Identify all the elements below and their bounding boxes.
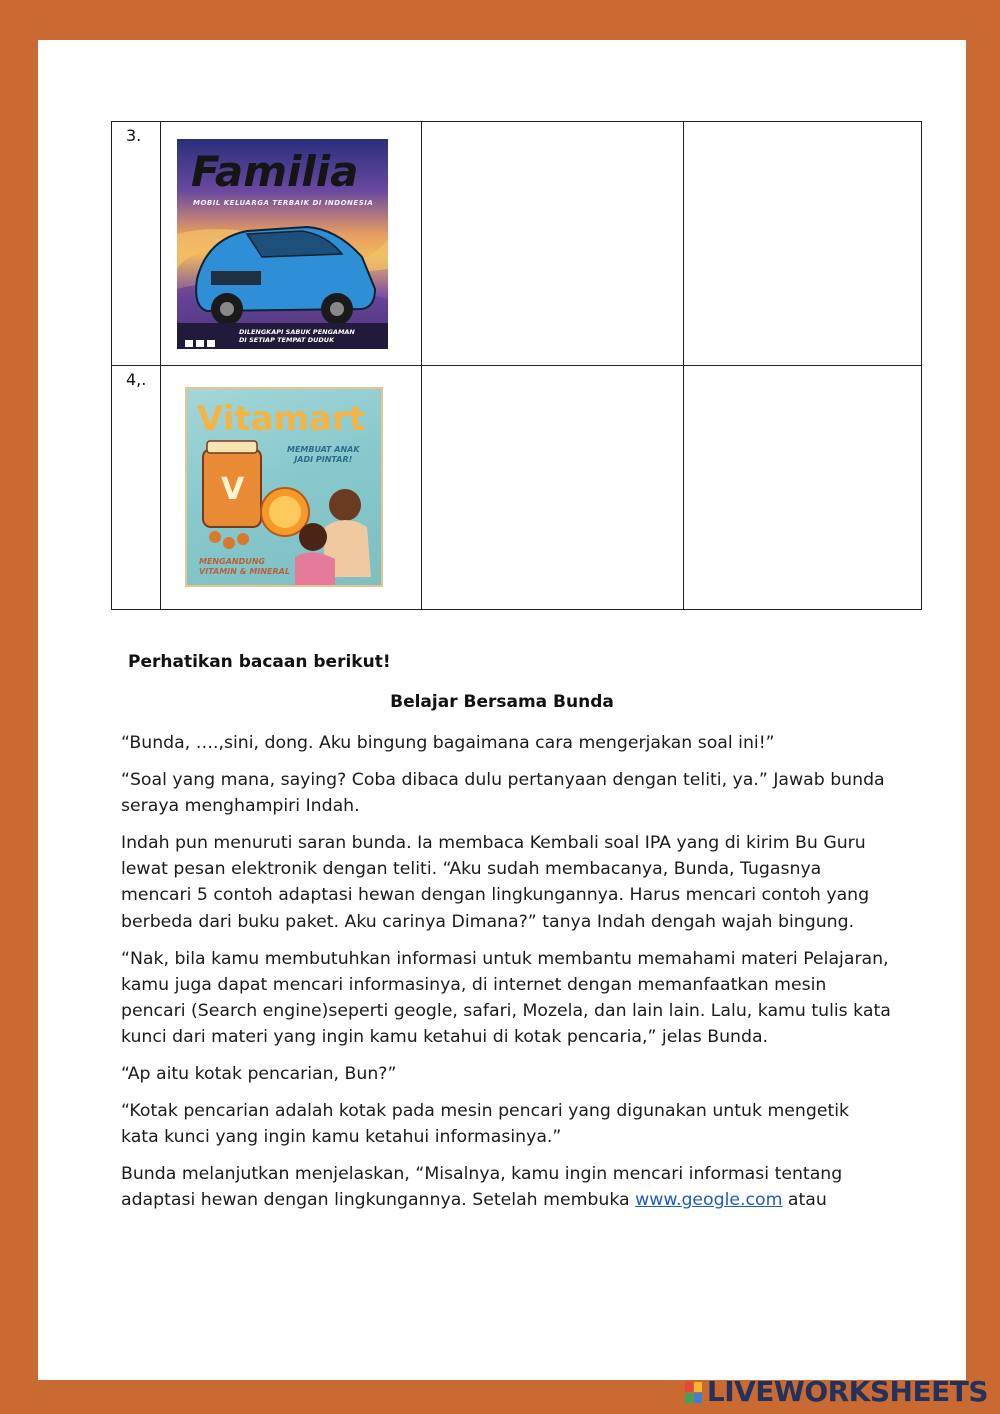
vitamart-brand: Vitamart [197,399,365,439]
answer-cell[interactable] [684,366,922,610]
worksheet-page [38,40,966,1380]
watermark-text: LIVEWORKSHEETS [706,1375,988,1408]
familia-tagline: MOBIL KELUARGA TERBAIK DI INDONESIA [193,199,374,207]
image-cell [161,366,422,610]
paragraph [121,1161,891,1214]
paragraph-text: atau [782,1190,827,1211]
vitamart-tagline [287,445,360,465]
answer-cell[interactable] [422,122,684,366]
paragraph: Indah pun menuruti saran bunda. Ia membaca Kembali soal IPA yang di kirim Bu Guru lewat pesan elektronik dengan teliti. “Aku sudah membacanya, Bunda, Tugasnya mencari 5 contoh adaptasi hewan dengan lingkungannya. Harus mencari contoh yang berbeda dari buku paket. Aku carinya Dimana?” tanya Indah dengah wajah bingung. [121,832,870,932]
geogle-link[interactable]: www.geogle.com [635,1190,783,1211]
paragraph-text: Bunda melanjutkan menjelaskan, “Misalnya, kamu ingin mencari informasi tentang adaptasi hewan dengan lingkungannya. Setelah membuka [121,1164,843,1211]
table-row [112,366,922,610]
footer-line: VITAMIN & MINERAL [199,567,290,576]
row-number: 3. [112,122,161,366]
image-cell [161,122,422,366]
svg-text:V: V [221,472,245,507]
vitamart-footer-text [199,557,290,577]
familia-footer-text [239,328,355,344]
familia-brand: Familia [191,147,359,196]
tagline-line: MEMBUAT ANAK [287,445,360,454]
logo-icons [185,332,227,340]
paragraph: “Soal yang mana, saying? Coba dibaca dulu pertanyaan dengan teliti, ya.” Jawab bunda seraya menghampiri Indah. [121,769,885,817]
footer-line: DI SETIAP TEMPAT DUDUK [239,336,335,344]
tagline-line: JADI PINTAR! [294,455,353,464]
liveworksheets-watermark [685,1375,988,1408]
paragraph: “Ap aitu kotak pencarian, Bun?” [121,1064,397,1085]
footer-line: MENGANDUNG [199,557,265,566]
row-number: 4,. [112,366,161,610]
vitamart-poster [185,387,383,587]
footer-line: DILENGKAPI SABUK PENGAMAN [239,328,355,336]
familia-footer [177,323,388,349]
answer-cell[interactable] [422,366,684,610]
table-row [112,122,922,366]
familia-poster [177,139,388,349]
answer-table [111,121,922,610]
instruction-heading: Perhatikan bacaan berikut! [128,652,391,672]
story-body [121,730,891,1224]
liveworksheets-logo-icon [685,1382,703,1404]
answer-cell[interactable] [684,122,922,366]
paragraph: “Nak, bila kamu membutuhkan informasi untuk membantu memahami materi Pelajaran, kamu juga dapat mencari informasinya, di internet dengan memanfaatkan mesin pencari (Search engine)seperti geogle, safari, Mozela, dan lain lain. Lalu, kamu tulis kata kunci dari materi yang ingin kamu ketahui di kotak pencaria,” jelas Bunda. [121,948,891,1048]
story-title: Belajar Bersama Bunda [390,692,614,712]
paragraph: “Kotak pencarian adalah kotak pada mesin pencari yang digunakan untuk mengetik kata kunci yang ingin kamu ketahui informasinya.” [121,1101,850,1148]
paragraph: “Bunda, ….,sini, dong. Aku bingung bagaimana cara mengerjakan soal ini!” [121,733,775,753]
